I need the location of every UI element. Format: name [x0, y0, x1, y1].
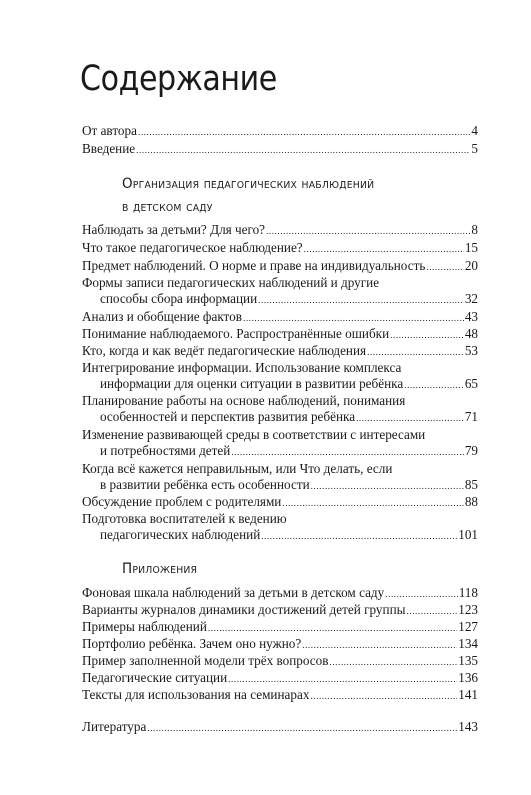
toc-entry[interactable] [82, 309, 478, 325]
toc-entry-title-cont: информации для оценки ситуации в развитии ребёнка [100, 375, 404, 391]
dot-leader [136, 146, 470, 155]
toc-entry-title: Анализ и обобщение фактов [82, 309, 242, 324]
dot-leader [258, 296, 464, 305]
toc-entry-author[interactable] [82, 123, 478, 139]
toc-entry-title: Педагогические ситуации [82, 670, 228, 685]
toc-entry-title: Когда всё кажется неправильным, или Что делать, если [82, 461, 393, 476]
dot-leader [404, 381, 464, 390]
toc-entry[interactable] [82, 393, 478, 424]
dot-leader [311, 482, 464, 491]
toc-entry-title-cont: в развитии ребёнка есть особенности [100, 476, 310, 492]
toc-entry[interactable] [82, 653, 478, 669]
toc-entry-intro[interactable] [82, 141, 478, 157]
toc-entry[interactable] [82, 240, 478, 256]
toc-entry-title: Варианты журналов динамики достижений детей группы [82, 602, 406, 617]
toc-entry[interactable] [82, 585, 478, 601]
toc-entry-title: Введение [82, 141, 136, 156]
toc-entry-title: Наблюдать за детьми? Для чего? [82, 222, 266, 237]
toc-entry[interactable] [82, 275, 478, 306]
toc-entry[interactable] [82, 326, 478, 342]
page-title: Содержание [80, 59, 277, 99]
toc-page-number: 79 [464, 442, 478, 458]
toc-entry-title: Что такое педагогическое наблюдение? [82, 240, 303, 255]
toc-entry[interactable] [82, 461, 478, 492]
toc-entry-title: Пример заполненной модели трёх вопросов [82, 653, 329, 668]
toc-page-number: 101 [458, 526, 478, 542]
toc-page-number: 32 [464, 290, 478, 306]
toc-page-number: 135 [458, 653, 478, 668]
dot-leader [147, 724, 457, 733]
toc-entry-title: Фоновая шкала наблюдений за детьми в детском саду [82, 585, 385, 600]
toc-page-number: 134 [458, 636, 478, 651]
section-heading-line2: в детском саду [122, 199, 213, 215]
section-heading-appendices: Приложения [122, 561, 198, 577]
dot-leader [356, 414, 464, 423]
toc-entry-title: Портфолио ребёнка. Зачем оно нужно? [82, 636, 302, 651]
dot-leader [243, 314, 464, 323]
toc-entry[interactable] [82, 511, 478, 542]
toc-entry[interactable] [82, 602, 478, 618]
dot-leader [208, 624, 457, 633]
toc-entry[interactable] [82, 343, 478, 359]
toc-page-number: 20 [464, 258, 478, 273]
toc-entry[interactable] [82, 258, 478, 274]
section-heading: Организация педагогических наблюдений [122, 176, 375, 192]
toc-page-number: 4 [471, 123, 478, 138]
toc-entry-title: Примеры наблюдений [82, 619, 207, 634]
toc-entry[interactable] [82, 670, 478, 686]
toc-page-number: 85 [464, 476, 478, 492]
toc-entry[interactable] [82, 222, 478, 238]
dot-leader [329, 658, 457, 667]
toc-entry-literature[interactable] [82, 719, 478, 735]
toc-entry[interactable] [82, 360, 478, 391]
toc-entry-title: Предмет наблюдений. О норме и праве на индивидуальность [82, 258, 426, 273]
toc-entry-title: Интегрирование информации. Использование комплекса [82, 360, 402, 375]
toc-entry[interactable] [82, 636, 478, 652]
toc-entry[interactable] [82, 687, 478, 703]
toc-entry-title: Литература [82, 719, 147, 734]
dot-leader [138, 128, 470, 137]
toc-page-number: 88 [464, 494, 478, 509]
dot-leader [261, 532, 457, 541]
toc-entry-title-cont: и потребностями детей [100, 442, 231, 458]
toc-entry-title-cont: способы сбора информации [100, 290, 258, 306]
dot-leader [390, 331, 464, 340]
dot-leader [282, 499, 463, 508]
toc-page-number: 48 [464, 326, 478, 341]
toc-page-number: 71 [464, 408, 478, 424]
toc-entry-title: Понимание наблюдаемого. Распространённые ошибки [82, 326, 390, 341]
toc-page-number: 8 [471, 222, 478, 237]
dot-leader [266, 227, 470, 236]
toc-entry-title-cont: особенностей и перспектив развития ребёнка [100, 408, 356, 424]
toc-page-number: 5 [471, 141, 478, 156]
dot-leader [310, 692, 457, 701]
toc-page-number: 141 [458, 687, 478, 702]
dot-leader [367, 348, 464, 357]
toc-entry-title: Изменение развивающей среды в соответствии с интересами [82, 427, 426, 442]
toc-entry[interactable] [82, 494, 478, 510]
toc-entry[interactable] [82, 427, 478, 458]
dot-leader [231, 448, 463, 457]
toc-page-number: 15 [464, 240, 478, 255]
toc-entry[interactable] [82, 619, 478, 635]
toc-entry-title: Кто, когда и как ведёт педагогические наблюдения [82, 343, 367, 358]
toc-entry-title: Формы записи педагогических наблюдений и другие [82, 275, 380, 290]
toc-page-number: 127 [458, 619, 478, 634]
dot-leader [426, 263, 463, 272]
dot-leader [385, 590, 457, 599]
toc-page-number: 143 [458, 719, 478, 734]
dot-leader [304, 245, 464, 254]
dot-leader [228, 675, 457, 684]
toc-page-number: 136 [458, 670, 478, 685]
toc-entry-title: Планирование работы на основе наблюдений, понимания [82, 393, 406, 408]
toc-entry-title: От автора [82, 123, 137, 138]
toc-page-number: 53 [464, 343, 478, 358]
toc-page-number: 118 [458, 585, 478, 600]
toc-entry-title: Обсуждение проблем с родителями [82, 494, 282, 509]
toc-entry-title: Подготовка воспитателей к ведению [82, 511, 287, 526]
toc-entry-title: Тексты для использования на семинарах [82, 687, 310, 702]
toc-page-number: 65 [464, 375, 478, 391]
dot-leader [407, 607, 458, 616]
toc-page-number: 43 [464, 309, 478, 324]
dot-leader [302, 641, 457, 650]
toc-page-number: 123 [458, 602, 478, 617]
toc-entry-title-cont: педагогических наблюдений [100, 526, 261, 542]
